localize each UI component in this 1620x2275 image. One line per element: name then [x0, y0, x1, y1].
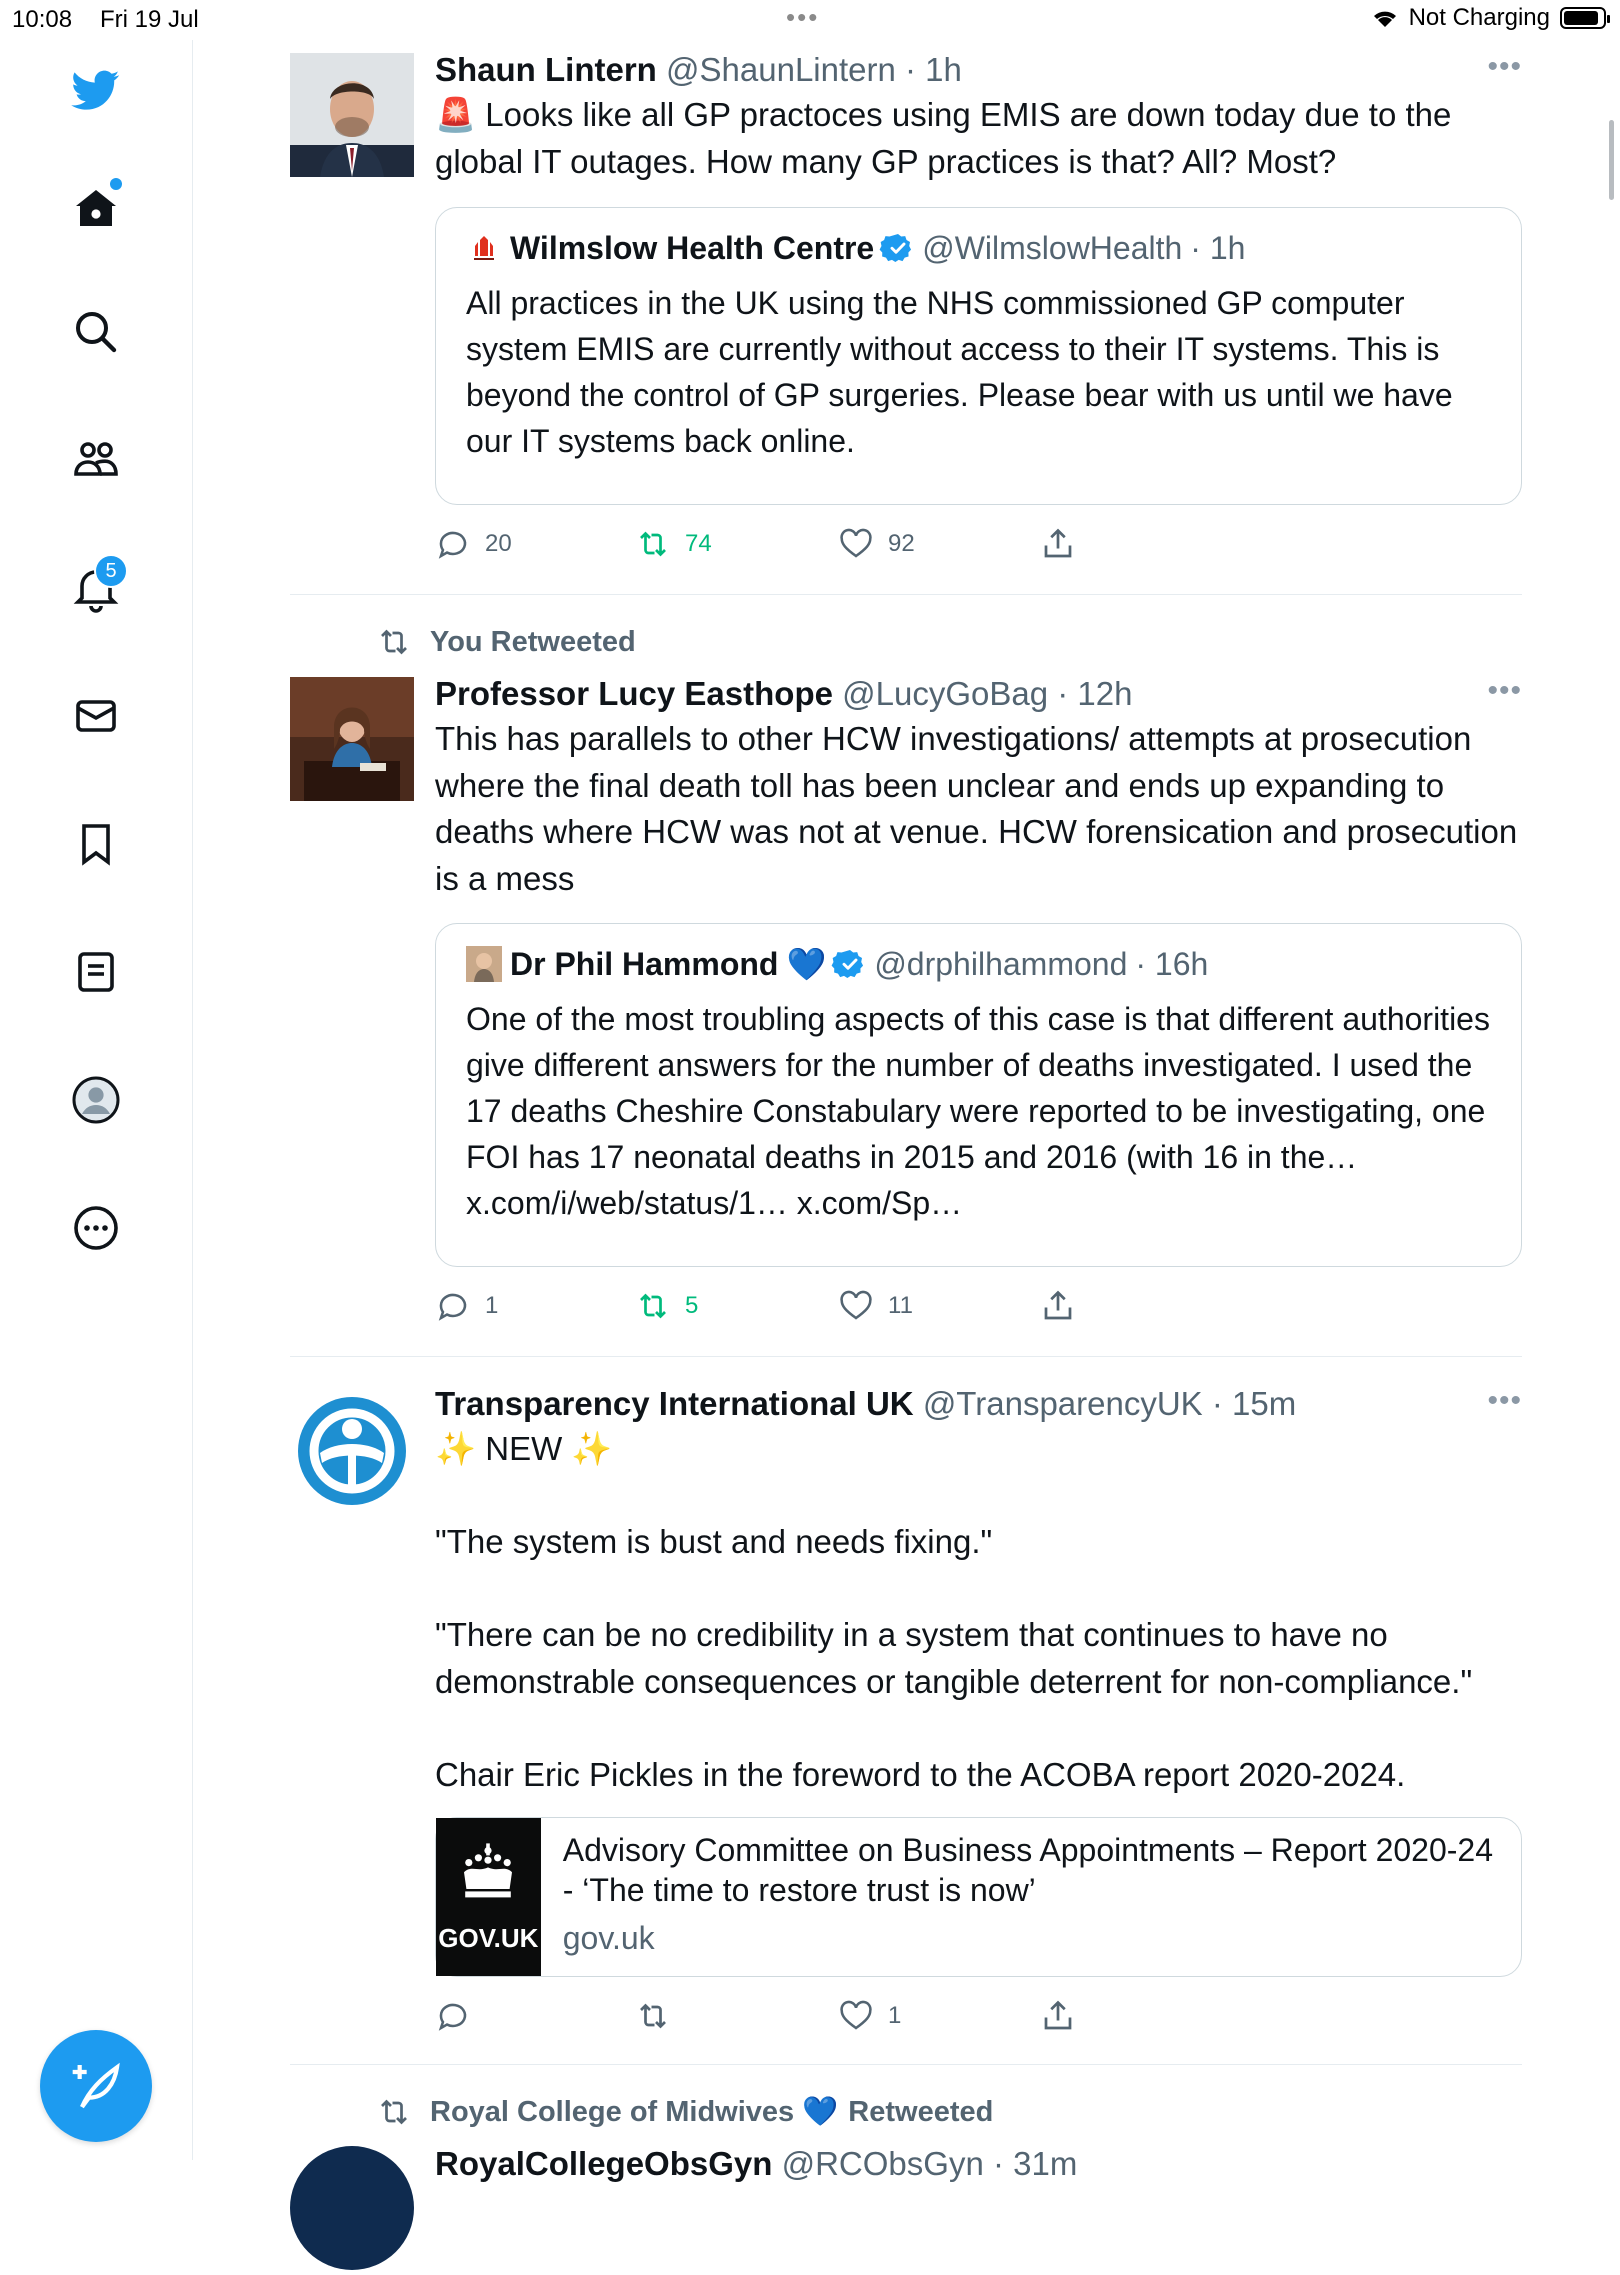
retweet-icon [635, 1998, 671, 2034]
gov-uk-logo-text: GOV.UK [438, 1922, 539, 1953]
home-unread-dot [110, 178, 122, 190]
link-card[interactable] [435, 1817, 1522, 1977]
quoted-author-name: Dr Phil Hammond [510, 946, 779, 982]
quoted-tweet-time: · 1h [1190, 230, 1246, 266]
avatar[interactable] [290, 677, 414, 801]
blue-heart-emoji: 💙 [802, 2096, 839, 2128]
link-card-thumbnail [436, 1818, 541, 1976]
compose-tweet-button[interactable] [40, 2030, 152, 2142]
home-icon[interactable] [66, 178, 126, 238]
share-icon [1040, 526, 1076, 562]
charging-status: Not Charging [1408, 4, 1550, 31]
blue-heart-emoji: 💙 [786, 946, 827, 982]
tweet-time[interactable]: · 15m [1211, 1385, 1297, 1422]
retweet-icon [376, 2094, 412, 2130]
reply-button[interactable] [435, 1288, 635, 1324]
quoted-tweet-time: · 16h [1135, 946, 1209, 982]
avatar[interactable] [290, 2146, 414, 2270]
reply-button[interactable] [435, 1998, 635, 2034]
tweet-divider [290, 2064, 1522, 2065]
link-card-title: Advisory Committee on Business Appointments – Report 2020-24 - ‘The time to restore trust is now’ [562, 1832, 1494, 1908]
reply-icon [435, 526, 471, 562]
more-icon[interactable] [66, 1198, 126, 1258]
quoted-tweet-header [466, 944, 1491, 984]
social-context-label: You Retweeted [430, 625, 636, 658]
crown-icon [440, 1841, 536, 1913]
bookmarks-icon[interactable] [66, 814, 126, 874]
tweet-text: ✨ NEW ✨ "The system is bust and needs fixing." "There can be no credibility in a system that continues to have no demonstrable consequences or tangible deterrent for non-compliance." Chair Eric Pickles in the foreword to the ACOBA report 2020-2024. [435, 1430, 1473, 1793]
heart-icon [838, 1998, 874, 2034]
tweet-header [435, 50, 1522, 90]
tweet-actions [435, 526, 1240, 562]
status-right [1371, 4, 1606, 32]
notifications-badge: 5 [94, 554, 128, 588]
feather-plus-icon [68, 2058, 124, 2114]
avatar[interactable] [290, 53, 414, 177]
quoted-author-handle: @WilmslowHealth [922, 230, 1183, 266]
like-count: 11 [888, 1292, 913, 1319]
like-count: 1 [888, 2002, 902, 2029]
more-options-icon[interactable]: ••• [1487, 50, 1522, 83]
profile-icon[interactable] [66, 1070, 126, 1130]
social-context-suffix: Retweeted [848, 2095, 994, 2128]
link-card-info [541, 1818, 1521, 1976]
more-options-icon[interactable]: ••• [1487, 1384, 1522, 1417]
tweet-text: This has parallels to other HCW investigations/ attempts at prosecution where the final death toll has been unclear and ends up expanding to deaths where HCW was not at venue. HCW forensication and prosecution is a mess [435, 720, 1527, 897]
retweet-icon [635, 526, 671, 562]
status-date: Fri 19 Jul [100, 6, 199, 33]
social-context-name: Royal College of Midwives [430, 2095, 795, 2128]
like-count: 92 [888, 530, 915, 557]
quoted-tweet[interactable] [435, 923, 1522, 1267]
author-name[interactable]: Transparency International UK [435, 1385, 914, 1422]
quoted-author-handle: @drphilhammond [874, 946, 1128, 982]
quoted-avatar [466, 230, 502, 266]
avatar[interactable] [290, 1389, 414, 1513]
author-handle[interactable]: @RCObsGyn [781, 2145, 984, 2182]
tweet-time[interactable]: · 31m [992, 2145, 1078, 2182]
reply-button[interactable] [435, 526, 635, 562]
twitter-logo-icon[interactable] [66, 60, 126, 120]
tweet-divider [290, 1356, 1522, 1357]
quoted-avatar [466, 946, 502, 982]
multitasking-dots-icon[interactable]: ••• [786, 2, 820, 32]
heart-icon [838, 526, 874, 562]
retweet-button[interactable] [635, 1998, 838, 2034]
link-card-domain: gov.uk [562, 1920, 655, 1956]
share-button[interactable] [1040, 526, 1240, 562]
siren-emoji: 🚨 [435, 96, 477, 133]
battery-icon [1560, 7, 1606, 29]
tweet-time[interactable]: · 12h [1057, 675, 1133, 712]
retweet-count: 5 [685, 1292, 699, 1319]
like-button[interactable] [838, 526, 1040, 562]
status-bar [0, 0, 1620, 40]
reply-count: 20 [485, 530, 512, 557]
more-options-icon[interactable]: ••• [1487, 674, 1522, 707]
social-context[interactable] [376, 2094, 993, 2130]
author-name[interactable]: Professor Lucy Easthope [435, 675, 833, 712]
retweet-icon [635, 1288, 671, 1324]
timeline-scrollbar[interactable] [1609, 120, 1614, 200]
quoted-tweet-text: One of the most troubling aspects of this case is that different authorities give different answers for the number of deaths investigated. I used the 17 deaths Cheshire Constabulary were reported to be investigating, one FOI has 17 neonatal deaths in 2015 and 2016 (with 16 in the… x.com/i/web/status/1… x.com/Sp… [466, 1001, 1490, 1221]
reply-icon [435, 1288, 471, 1324]
tweet-text-body: Looks like all GP practoces using EMIS are down today due to the global IT outages. How many GP practices is that? All? Most? [435, 96, 1461, 180]
tweet[interactable] [290, 674, 1527, 1354]
notifications-icon[interactable] [66, 558, 126, 618]
like-button[interactable] [838, 1998, 1040, 2034]
tweet[interactable] [290, 1384, 1522, 2044]
heart-icon [838, 1288, 874, 1324]
share-icon [1040, 1998, 1076, 2034]
author-handle[interactable]: @TransparencyUK [922, 1385, 1203, 1422]
search-icon[interactable] [66, 302, 126, 362]
verified-badge-icon [834, 948, 866, 980]
author-handle[interactable]: @ShaunLintern [666, 51, 896, 88]
author-handle[interactable]: @LucyGoBag [842, 675, 1049, 712]
battery-fill [1564, 11, 1598, 25]
reply-icon [435, 1998, 471, 2034]
quoted-tweet-text: All practices in the UK using the NHS commissioned GP computer system EMIS are currently without access to their IT systems. This is beyond the control of GP surgeries. Please bear with us until we have our IT systems back online. [466, 285, 1453, 459]
tweet-header [435, 674, 1522, 714]
verified-badge-icon [882, 232, 914, 264]
retweet-button[interactable] [635, 1288, 838, 1324]
share-button[interactable] [1040, 1998, 1240, 2034]
quoted-tweet-header [466, 228, 1491, 268]
tweet-time[interactable]: · 1h [905, 51, 962, 88]
like-button[interactable] [838, 1288, 1040, 1324]
tweet-actions [435, 1998, 1240, 2034]
sidebar [0, 40, 193, 2160]
retweet-button[interactable] [635, 526, 838, 562]
status-time: 10:08 [12, 6, 73, 33]
quoted-author-name: Wilmslow Health Centre [510, 230, 875, 266]
lists-icon[interactable] [66, 942, 126, 1002]
quoted-tweet[interactable] [435, 207, 1522, 505]
tweet-header [435, 1384, 1522, 1424]
retweet-icon [376, 624, 412, 660]
author-name[interactable]: RoyalCollegeObsGyn [435, 2145, 773, 2182]
reply-count: 1 [485, 1292, 499, 1319]
tweet-actions [435, 1288, 1240, 1324]
author-name[interactable]: Shaun Lintern [435, 51, 657, 88]
tweet[interactable] [290, 2145, 1522, 2182]
tweet[interactable] [290, 50, 1522, 590]
share-button[interactable] [1040, 1288, 1240, 1324]
tweet-divider [290, 594, 1522, 595]
tweet-header [435, 2144, 1522, 2184]
share-icon [1040, 1288, 1076, 1324]
communities-icon[interactable] [66, 430, 126, 490]
retweet-count: 74 [685, 530, 712, 557]
tweet-text [435, 92, 1522, 185]
wifi-icon [1371, 7, 1399, 29]
social-context[interactable] [376, 624, 636, 660]
messages-icon[interactable] [66, 686, 126, 746]
